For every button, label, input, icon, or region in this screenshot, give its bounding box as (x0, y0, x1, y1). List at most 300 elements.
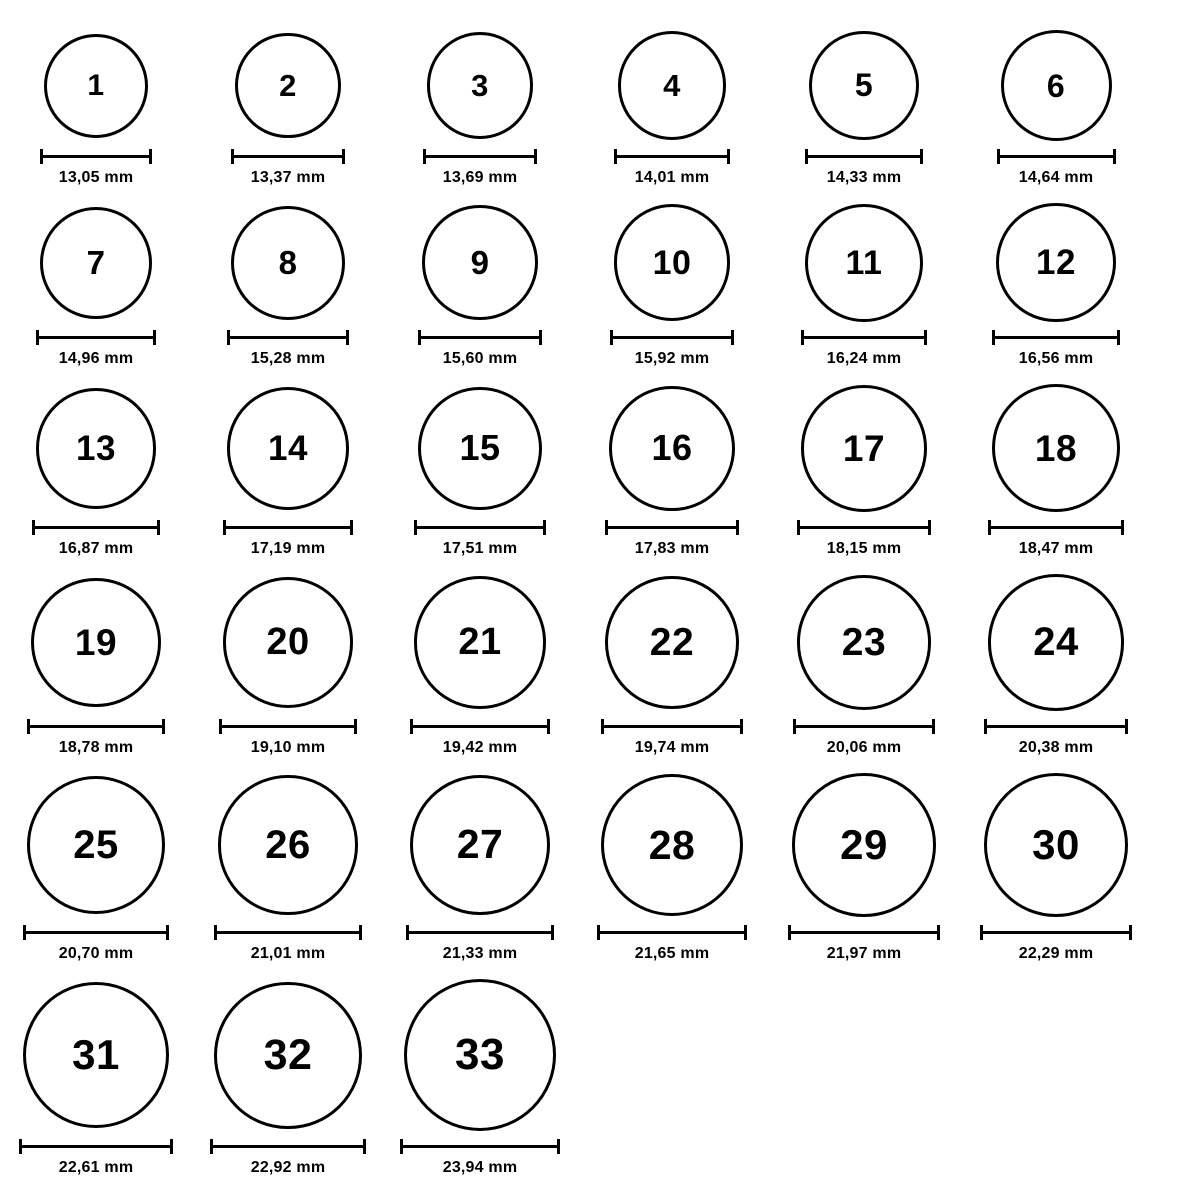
caliper-cap-right (539, 330, 542, 345)
caliper-bar (610, 336, 735, 339)
caliper-bar (214, 931, 361, 934)
ring-circle (223, 577, 354, 708)
caliper-cap-right (1117, 330, 1120, 345)
caliper-cap-left (36, 330, 39, 345)
ring-circle-wrap (404, 979, 556, 1131)
ring-size-cell (769, 384, 959, 558)
diameter-label: 15,92 mm (634, 350, 710, 368)
ring-circle (992, 384, 1120, 512)
caliper-bar (227, 336, 349, 339)
caliper-cap-left (214, 925, 217, 940)
ring-size-number: 6 (1046, 67, 1066, 104)
diameter-caliper (418, 330, 541, 344)
ring-size-row (0, 757, 1200, 964)
ring-circle (227, 387, 349, 509)
diameter-label: 21,33 mm (442, 945, 518, 963)
ring-size-cell (193, 30, 383, 187)
diameter-label: 22,61 mm (58, 1159, 134, 1177)
caliper-cap-right (924, 330, 927, 345)
ring-circle-wrap (227, 384, 349, 512)
caliper-cap-right (346, 330, 349, 345)
diameter-caliper (219, 719, 358, 733)
caliper-cap-left (400, 1139, 403, 1154)
caliper-bar (32, 526, 161, 529)
diameter-caliper (793, 719, 936, 733)
ring-size-number: 31 (72, 1031, 120, 1079)
diameter-caliper (223, 520, 353, 534)
caliper-bar (988, 526, 1124, 529)
ring-circle-wrap (988, 574, 1124, 710)
ring-circle-wrap (218, 773, 357, 918)
ring-size-cell (385, 773, 575, 964)
caliper-cap-right (557, 1139, 560, 1154)
caliper-cap-left (992, 330, 995, 345)
ring-circle-wrap (614, 203, 731, 322)
ring-circle-wrap (601, 773, 743, 918)
ring-size-number: 29 (840, 821, 888, 868)
diameter-label: 16,56 mm (1018, 350, 1094, 368)
caliper-cap-left (32, 520, 35, 535)
diameter-label: 15,28 mm (250, 350, 326, 368)
caliper-cap-left (788, 925, 791, 940)
ring-circle (36, 388, 157, 509)
diameter-caliper (997, 149, 1116, 163)
ring-circle-wrap (422, 203, 537, 322)
caliper-bar (597, 931, 747, 934)
diameter-label: 22,29 mm (1018, 945, 1094, 963)
caliper-bar (36, 336, 156, 339)
caliper-cap-left (805, 149, 808, 164)
diameter-caliper (614, 149, 730, 163)
caliper-bar (997, 155, 1116, 158)
diameter-caliper (610, 330, 735, 344)
diameter-caliper (801, 330, 927, 344)
diameter-caliper (227, 330, 349, 344)
ring-circle (601, 774, 743, 916)
ring-circle-wrap (36, 384, 157, 512)
ring-size-number: 32 (263, 1030, 313, 1079)
diameter-label: 18,78 mm (58, 738, 134, 756)
ring-circle (418, 387, 542, 511)
caliper-cap-right (551, 925, 554, 940)
ring-circle-wrap (44, 30, 148, 141)
ring-circle (797, 575, 932, 710)
caliper-cap-left (988, 520, 991, 535)
ring-size-number: 13 (76, 428, 116, 468)
ring-size-cell (769, 773, 959, 964)
caliper-cap-right (534, 149, 537, 164)
caliper-cap-left (797, 520, 800, 535)
ring-circle-wrap (23, 979, 169, 1131)
ring-size-number: 11 (845, 243, 883, 282)
diameter-caliper (805, 149, 923, 163)
diameter-caliper (788, 925, 939, 939)
diameter-label: 13,37 mm (250, 169, 326, 186)
caliper-cap-left (597, 925, 600, 940)
ring-circle-wrap (797, 574, 932, 710)
caliper-cap-left (601, 719, 604, 734)
caliper-bar (423, 155, 538, 158)
caliper-bar (210, 1145, 366, 1148)
ring-size-row (0, 368, 1200, 558)
ring-size-number: 15 (459, 427, 501, 469)
ring-size-cell (1, 30, 191, 187)
caliper-cap-right (731, 330, 734, 345)
caliper-bar (23, 931, 169, 934)
diameter-label: 19,74 mm (634, 738, 710, 756)
diameter-caliper (36, 330, 156, 344)
caliper-cap-right (359, 925, 362, 940)
caliper-cap-right (1129, 925, 1132, 940)
diameter-label: 16,87 mm (58, 540, 134, 558)
caliper-bar (793, 725, 936, 728)
diameter-caliper (992, 330, 1119, 344)
caliper-bar (410, 725, 550, 728)
ring-size-number: 30 (1032, 821, 1080, 868)
ring-size-number: 9 (470, 244, 490, 282)
caliper-bar (40, 155, 152, 158)
ring-circle-wrap (40, 203, 152, 322)
caliper-bar (414, 526, 546, 529)
caliper-cap-right (740, 719, 743, 734)
ring-circle-wrap (605, 574, 738, 710)
ring-size-cell (193, 574, 383, 756)
ring-circle-wrap (427, 30, 534, 141)
ring-size-number: 16 (651, 427, 693, 469)
ring-size-cell (961, 574, 1151, 756)
caliper-cap-left (793, 719, 796, 734)
ring-circle (792, 773, 935, 916)
ring-size-number: 2 (279, 68, 297, 103)
caliper-cap-left (414, 520, 417, 535)
caliper-cap-left (610, 330, 613, 345)
ring-circle (614, 204, 731, 321)
ring-circle (44, 34, 148, 138)
diameter-label: 20,06 mm (826, 738, 902, 756)
ring-circle (605, 576, 738, 709)
ring-circle-wrap (805, 203, 923, 322)
ring-circle-wrap (418, 384, 542, 512)
caliper-cap-right (1125, 719, 1128, 734)
caliper-bar (219, 725, 358, 728)
caliper-cap-left (40, 149, 43, 164)
ring-circle (410, 775, 550, 915)
caliper-cap-right (937, 925, 940, 940)
diameter-label: 17,51 mm (442, 540, 518, 558)
ring-size-cell (1, 979, 191, 1177)
caliper-cap-right (157, 520, 160, 535)
caliper-cap-right (162, 719, 165, 734)
caliper-cap-right (543, 520, 546, 535)
diameter-caliper (231, 149, 344, 163)
diameter-label: 13,69 mm (442, 169, 518, 186)
caliper-bar (984, 725, 1128, 728)
caliper-bar (223, 526, 353, 529)
ring-size-cell (961, 773, 1151, 964)
ring-size-number: 12 (1036, 243, 1076, 283)
ring-circle (809, 31, 919, 141)
ring-size-number: 18 (1034, 427, 1078, 469)
ring-size-cell (769, 574, 959, 756)
ring-size-number: 25 (73, 823, 119, 867)
ring-circle-wrap (801, 384, 927, 512)
ring-size-cell (961, 30, 1151, 187)
ring-size-number: 23 (841, 620, 887, 664)
ring-size-number: 3 (471, 68, 489, 103)
ring-size-cell (385, 979, 575, 1177)
caliper-cap-right (354, 719, 357, 734)
ring-size-number: 19 (74, 621, 118, 663)
ring-circle (996, 203, 1115, 322)
caliper-cap-left (27, 719, 30, 734)
ring-circle-wrap (214, 979, 362, 1131)
diameter-caliper (406, 925, 554, 939)
diameter-label: 13,05 mm (58, 169, 134, 186)
caliper-cap-left (227, 330, 230, 345)
caliper-cap-left (410, 719, 413, 734)
ring-size-number: 27 (456, 821, 504, 868)
caliper-cap-left (19, 1139, 22, 1154)
ring-circle-wrap (231, 203, 345, 322)
caliper-cap-right (1113, 149, 1116, 164)
ring-circle-wrap (27, 773, 165, 918)
ring-size-cell (769, 203, 959, 368)
ring-size-number: 17 (842, 427, 886, 469)
ring-circle-wrap (618, 30, 726, 141)
ring-circle (218, 775, 357, 914)
ring-circle-wrap (1001, 30, 1112, 141)
caliper-cap-left (801, 330, 804, 345)
ring-size-number: 14 (268, 428, 308, 468)
ring-size-row (0, 187, 1200, 368)
ring-size-cell (1, 574, 191, 756)
ring-circle (609, 386, 734, 511)
ring-size-cell (1, 384, 191, 558)
ring-size-number: 20 (266, 621, 310, 664)
caliper-cap-right (153, 330, 156, 345)
ring-circle (1001, 30, 1112, 141)
diameter-caliper (601, 719, 742, 733)
ring-size-cell (1, 773, 191, 964)
caliper-cap-right (727, 149, 730, 164)
ring-size-number: 8 (278, 244, 298, 282)
ring-size-row (0, 14, 1200, 187)
caliper-bar (231, 155, 344, 158)
caliper-cap-left (418, 330, 421, 345)
ring-size-cell (961, 203, 1151, 368)
ring-size-cell (769, 30, 959, 187)
caliper-cap-right (932, 719, 935, 734)
diameter-caliper (605, 520, 738, 534)
ring-circle-wrap (809, 30, 919, 141)
caliper-cap-left (605, 520, 608, 535)
ring-circle (231, 206, 345, 320)
diameter-label: 14,96 mm (58, 350, 134, 368)
diameter-caliper (210, 1139, 366, 1153)
ring-size-cell (577, 574, 767, 756)
ring-circle-wrap (31, 574, 160, 710)
caliper-cap-right (350, 520, 353, 535)
diameter-label: 20,70 mm (58, 945, 134, 963)
ring-size-cell (577, 203, 767, 368)
ring-circle-wrap (984, 773, 1129, 918)
ring-size-number: 1 (87, 68, 105, 102)
diameter-label: 21,01 mm (250, 945, 326, 963)
ring-size-number: 21 (458, 621, 502, 664)
diameter-caliper (27, 719, 164, 733)
ring-circle (214, 982, 362, 1130)
caliper-bar (418, 336, 541, 339)
caliper-bar (601, 725, 742, 728)
diameter-label: 22,92 mm (250, 1159, 326, 1177)
caliper-cap-left (980, 925, 983, 940)
diameter-label: 14,01 mm (634, 169, 710, 186)
diameter-label: 23,94 mm (442, 1159, 518, 1177)
caliper-cap-right (920, 149, 923, 164)
ring-size-cell (385, 384, 575, 558)
ring-size-cell (385, 203, 575, 368)
caliper-cap-left (231, 149, 234, 164)
caliper-bar (805, 155, 923, 158)
caliper-bar (801, 336, 927, 339)
ring-circle (801, 385, 927, 511)
ring-size-number: 33 (455, 1030, 505, 1080)
caliper-bar (19, 1145, 173, 1148)
diameter-label: 14,64 mm (1018, 169, 1094, 186)
ring-size-number: 4 (663, 68, 681, 103)
ring-circle (988, 574, 1124, 710)
ring-circle (235, 33, 340, 138)
ring-circle (31, 578, 160, 707)
ring-size-row (0, 558, 1200, 756)
diameter-caliper (797, 520, 931, 534)
caliper-cap-right (149, 149, 152, 164)
diameter-label: 21,65 mm (634, 945, 710, 963)
caliper-cap-left (406, 925, 409, 940)
caliper-bar (797, 526, 931, 529)
diameter-caliper (414, 520, 546, 534)
diameter-caliper (980, 925, 1133, 939)
caliper-cap-right (744, 925, 747, 940)
ring-circle-wrap (235, 30, 340, 141)
ring-size-row (0, 963, 1200, 1177)
ring-circle-wrap (223, 574, 354, 710)
caliper-cap-left (223, 520, 226, 535)
ring-size-number: 28 (648, 821, 696, 868)
caliper-cap-right (166, 925, 169, 940)
ring-circle (805, 204, 923, 322)
ring-circle-wrap (414, 574, 546, 710)
ring-size-number: 26 (265, 822, 311, 867)
ring-size-number: 24 (1033, 620, 1079, 665)
diameter-caliper (400, 1139, 560, 1153)
diameter-caliper (40, 149, 152, 163)
diameter-label: 16,24 mm (826, 350, 902, 368)
ring-circle (23, 982, 169, 1128)
caliper-bar (614, 155, 730, 158)
ring-size-number: 10 (652, 243, 692, 282)
diameter-label: 20,38 mm (1018, 738, 1094, 756)
ring-circle-wrap (609, 384, 734, 512)
caliper-cap-left (23, 925, 26, 940)
ring-circle (414, 576, 546, 708)
diameter-caliper (423, 149, 538, 163)
ring-circle (618, 31, 726, 139)
ring-size-cell (193, 384, 383, 558)
caliper-cap-right (736, 520, 739, 535)
diameter-label: 21,97 mm (826, 945, 902, 963)
diameter-caliper (23, 925, 169, 939)
diameter-label: 17,19 mm (250, 540, 326, 558)
ring-size-number: 5 (854, 67, 874, 104)
diameter-caliper (214, 925, 361, 939)
ring-circle-wrap (992, 384, 1120, 512)
caliper-bar (788, 931, 939, 934)
caliper-cap-right (170, 1139, 173, 1154)
diameter-label: 18,15 mm (826, 540, 902, 558)
diameter-caliper (984, 719, 1128, 733)
diameter-caliper (410, 719, 550, 733)
caliper-cap-left (423, 149, 426, 164)
diameter-caliper (988, 520, 1124, 534)
caliper-cap-left (210, 1139, 213, 1154)
caliper-cap-right (547, 719, 550, 734)
caliper-bar (400, 1145, 560, 1148)
ring-size-cell (193, 979, 383, 1177)
ring-size-number: 22 (649, 620, 695, 664)
ring-circle-wrap (996, 203, 1115, 322)
caliper-bar (605, 526, 738, 529)
diameter-label: 15,60 mm (442, 350, 518, 368)
caliper-cap-left (984, 719, 987, 734)
ring-size-number: 7 (86, 244, 106, 282)
caliper-cap-right (342, 149, 345, 164)
ring-size-cell (577, 384, 767, 558)
caliper-bar (992, 336, 1119, 339)
ring-size-cell (193, 203, 383, 368)
caliper-bar (980, 931, 1133, 934)
diameter-caliper (19, 1139, 173, 1153)
diameter-label: 18,47 mm (1018, 540, 1094, 558)
caliper-cap-right (1121, 520, 1124, 535)
diameter-caliper (32, 520, 161, 534)
diameter-caliper (597, 925, 747, 939)
caliper-cap-left (614, 149, 617, 164)
ring-size-cell (193, 773, 383, 964)
diameter-label: 19,42 mm (442, 738, 518, 756)
caliper-cap-right (363, 1139, 366, 1154)
ring-circle (427, 32, 534, 139)
caliper-cap-left (219, 719, 222, 734)
ring-size-cell (385, 30, 575, 187)
caliper-bar (406, 931, 554, 934)
ring-size-cell (577, 773, 767, 964)
ring-size-cell (961, 384, 1151, 558)
ring-size-cell (577, 30, 767, 187)
diameter-label: 17,83 mm (634, 540, 710, 558)
ring-circle (27, 776, 165, 914)
ring-size-cell (385, 574, 575, 756)
diameter-label: 14,33 mm (826, 169, 902, 186)
ring-circle (422, 205, 537, 320)
ring-size-cell (1, 203, 191, 368)
caliper-cap-left (997, 149, 1000, 164)
ring-circle-wrap (410, 773, 550, 918)
ring-circle (40, 207, 152, 319)
caliper-cap-right (928, 520, 931, 535)
diameter-label: 19,10 mm (250, 738, 326, 756)
ring-circle (404, 979, 556, 1131)
